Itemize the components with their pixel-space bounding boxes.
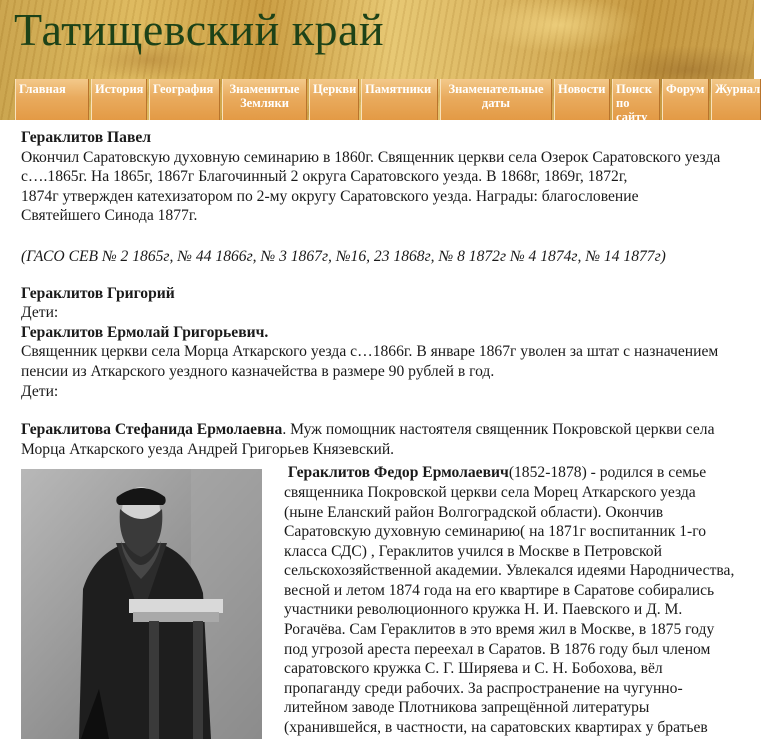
entry-pavel-name: Гераклитов Павел	[21, 129, 152, 146]
entry-grigoriy-children-label: Дети:	[21, 304, 59, 322]
entry-fedor-line: весной и летом 1874 года на его квартире в Саратове собирались	[284, 581, 715, 599]
nav-tab-journal[interactable]: Журнал	[711, 79, 761, 120]
fedor-portrait-photo	[21, 469, 262, 739]
entry-fedor-line: Рогачёва. Сам Гераклитов в это время жил в Москве, в 1875 году	[284, 621, 715, 639]
entry-fedor-line: класса СДС) , Гераклитов учился в Москве в Петровской	[284, 542, 662, 560]
nav-tab-churches[interactable]: Церкви	[309, 79, 359, 120]
entry-fedor-name-text: Гераклитов Федор Ермолаевич	[287, 464, 509, 482]
nav-tab-memorable-dates[interactable]: Знаменательные даты	[440, 79, 552, 120]
entry-fedor-line: (ныне Еланский район Волгоградской области). Окончив	[284, 503, 664, 521]
entry-stefanida-name: Гераклитова Стефанида Ермолаевна	[21, 421, 283, 439]
nav-tab-news[interactable]: Новости	[554, 79, 610, 120]
nav-tab-forum[interactable]: Форум	[662, 79, 709, 120]
entry-fedor-line: сельскохозяйственной академии. Увлекался идеями Народничества,	[284, 562, 735, 580]
entry-fedor-line: (хранившейся, в частности, на саратовских квартирах у братьев	[284, 719, 708, 737]
entry-pavel-line: Окончил Саратовскую духовную семинарию в 1860г. Священник церкви села Озерок Саратовского уезда	[21, 148, 721, 166]
spacer	[21, 401, 754, 420]
entry-fedor-line: священника Покровской церкви села Морец Аткарского уезда	[284, 483, 696, 501]
entry-fedor-line	[284, 463, 754, 483]
entry-pavel-line: с….1865г. На 1865г, 1867г Благочинный 2 округа Саратовского уезда. В 1868г, 1869г, 1872г,	[21, 168, 628, 186]
entry-fedor-line: пропаганду среди рабочих. За распространение на чугунно-	[284, 679, 683, 697]
entry-fedor-name	[284, 464, 509, 481]
spacer	[21, 267, 754, 284]
entry-fedor-line: саратовского кружка С. Г. Ширяева и С. Н. Бобохова, вёл	[284, 660, 663, 678]
entry-fedor-bio	[284, 463, 754, 737]
nav-tab-geography[interactable]: География	[149, 79, 220, 120]
entry-stefanida-line: Морца Аткарского уезда Андрей Григорьев Князевский.	[21, 440, 395, 458]
nav-tab-history[interactable]: История	[91, 79, 147, 120]
entry-grigoriy-name: Гераклитов Григорий	[21, 284, 175, 302]
entry-pavel-line: Святейшего Синода 1877г.	[21, 207, 198, 225]
entry-pavel-line: 1874г утвержден катехизатором по 2-му округу Саратовского уезда. Награды: благословение	[21, 187, 639, 205]
nav-tab-famous-people[interactable]: Знаменитые Земляки	[222, 79, 307, 120]
entry-fedor-line: участники революционного кружка Н. И. Паевского и Д. М.	[284, 601, 683, 619]
nav-tab-home[interactable]: Главная	[15, 79, 89, 120]
entry-stefanida-text: . Муж помощник настоятеля священник Покровской церкви села	[282, 421, 715, 439]
entry-ermolay-line: Священник церкви села Морца Аткарского уезда с…1866г. В январе 1867г уволен за штат с назначением	[21, 343, 719, 361]
nav-tab-search[interactable]: Поиск по сайту	[612, 79, 660, 120]
entry-fedor-line: под угрозой ареста переехал в Саратов. В 1876 году был членом	[284, 640, 711, 658]
entry-fedor-line: литейном заводе Плотникова запрещённой литературы	[284, 699, 650, 717]
site-header	[0, 0, 761, 124]
site-title[interactable]: Татищевский край	[14, 4, 385, 55]
entry-ermolay-children-label: Дети:	[21, 382, 59, 400]
main-nav	[15, 79, 761, 124]
entry-fedor-line: Саратовскую духовную семинарию( на 1871г воспитанник 1-го	[284, 523, 707, 541]
article-content	[21, 128, 754, 737]
entry-ermolay-line: пенсии из Аткарского уездного казначейства в размере 90 рублей в год.	[21, 362, 495, 380]
entry-stefanida	[21, 420, 754, 440]
entry-fedor-line-text: (1852-1878) - родился в семье	[508, 464, 707, 482]
entry-pavel-source: (ГАСО СЕВ № 2 1865г, № 44 1866г, № 3 1867г, №16, 23 1868г, № 8 1872г № 4 1874г, № 14 1877г)	[21, 247, 666, 265]
spacer	[21, 226, 754, 245]
nav-tab-monuments[interactable]: Памятники	[361, 79, 438, 120]
entry-ermolay-name: Гераклитов Ермолай Григорьевич.	[21, 323, 269, 341]
